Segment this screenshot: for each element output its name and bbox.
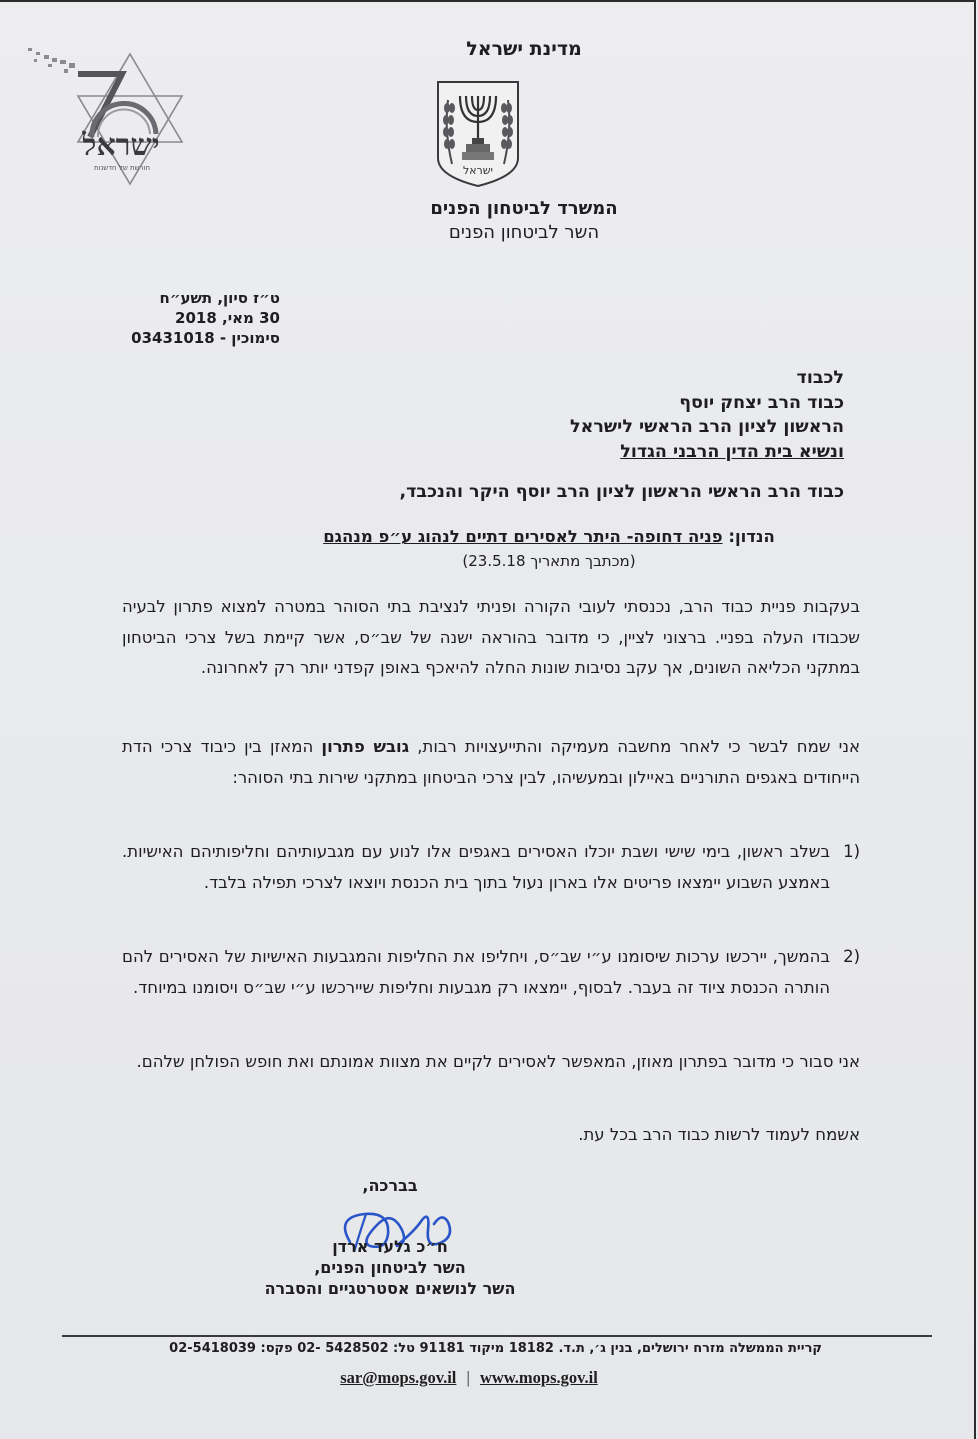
menorah-emblem-icon bbox=[434, 80, 522, 188]
list-item bbox=[122, 837, 860, 898]
signer-block bbox=[200, 1236, 580, 1299]
closing: בברכה, bbox=[362, 1176, 418, 1195]
svg-text:ישראל: ישראל bbox=[462, 164, 494, 177]
list-item-text: בשלב ראשון, בימי שישי ושבת יוכלו האסירים באגפים אלו לנוע עם מגבעותיהם וחליפותיהם האישיות. באמצע השבוע יימצאו פריטים אלו בארון נעול בתוך בית הכנסת ויוצאו לצרכי תפילה בלבד. bbox=[122, 842, 830, 892]
logo-word: ישראל bbox=[82, 128, 160, 163]
ministry-name: המשרד לביטחון הפנים bbox=[430, 198, 618, 219]
body-paragraph-1: בעקבות פניית כבוד הרב, נכנסתי לעובי הקורה ופניתי לנציבת בתי הסוהר במטרה למצוא פתרון לבעיה שכבודו העלה בפניי. ברצוני לציין, כי מדובר בהוראה ישנה של שב״ס, אשר קיימת בשל צרכי הביטחון במתקני הכליאה השונים, אך עקב נסיבות שונות החלה להיאכף באופן קפדני יותר רק לאחרונה. bbox=[122, 597, 860, 677]
email-link[interactable]: sar@mops.gov.il bbox=[340, 1368, 457, 1387]
body-paragraph-2 bbox=[122, 732, 860, 793]
addressee-line: לכבוד bbox=[796, 368, 844, 388]
subject-label: הנדון: bbox=[728, 527, 775, 546]
body-paragraph-4: אשמח לעמוד לרשות כבוד הרב בכל עת. bbox=[578, 1125, 860, 1144]
subject-text: פניה דחופה- היתר לאסירים דתיים לנהוג ע״פ מנהגם bbox=[323, 527, 723, 546]
signer-title: השר לנושאים אסטרטגיים והסברה bbox=[264, 1279, 516, 1298]
list-item bbox=[122, 942, 860, 1003]
addressee-line: כבוד הרב יצחק יוסף bbox=[679, 392, 844, 413]
state-emblem bbox=[434, 80, 522, 188]
gregorian-date: 30 מאי, 2018 bbox=[175, 309, 280, 327]
reference-number: סימוכין - 03431018 bbox=[131, 329, 280, 347]
subject-line bbox=[0, 527, 978, 546]
date-block bbox=[120, 288, 280, 348]
footer-links bbox=[0, 1368, 978, 1388]
link-separator: | bbox=[466, 1368, 470, 1387]
paragraph-text: המאזן בין כיבוד צרכי הדת הייחודים באגפים התורניים באיילון ובמעשיהו, לבין צרכי הביטחון במתקני שירות בתי הסוהר: bbox=[122, 737, 860, 787]
salutation: כבוד הרב הראשי הראשון לציון הרב יוסף היקר והנכבד, bbox=[399, 482, 844, 502]
list-item-text: בהמשך, יירכשו ערכות שיסומנו ע״י שב״ס, ויחליפו את החליפות והמגבעות האישיות של האסירים להם הותרה הכנסת ציוד זה בעבר. לבסוף, יימצאו רק מגבעות וחליפות שיירכשו ע״י שב״ס ויסומנו במיוחד. bbox=[122, 947, 830, 997]
footer-address: קריית הממשלה מזרח ירושלים, בנין ג׳, ת.ד. 18182 מיקוד 91181 טל: 5428502 -02 פקס: 02-5418039 bbox=[169, 1341, 822, 1356]
addressee-block bbox=[324, 366, 844, 464]
paragraph-text: אני שמח לבשר כי לאחר מחשבה מעמיקה והתייעצויות רבות, bbox=[409, 737, 860, 756]
signer-title: השר לביטחון הפנים, bbox=[314, 1258, 466, 1277]
emphasis-text: גובש פתרון bbox=[321, 737, 410, 756]
state-name: מדינת ישראל bbox=[466, 38, 582, 60]
website-link[interactable]: www.mops.gov.il bbox=[479, 1368, 598, 1387]
addressee-line: ונשיא בית הדין הרבני הגדול bbox=[620, 441, 844, 462]
list-item-number: (2 bbox=[843, 947, 860, 966]
subject-reference: (מכתבך מתאריך 23.5.18) bbox=[462, 552, 636, 570]
hebrew-date: ט״ז סיון, תשע״ח bbox=[159, 289, 280, 307]
israel-70-logo bbox=[22, 42, 197, 187]
list-item-number: (1 bbox=[843, 842, 860, 861]
addressee-line: הראשון לציון הרב הראשי לישראל bbox=[570, 417, 844, 437]
minister-title-header: השר לביטחון הפנים bbox=[448, 222, 600, 243]
signer-name: ח״כ גלעד ארדן bbox=[332, 1237, 448, 1256]
logo-tagline: חורשת של חדשנות bbox=[93, 164, 151, 172]
footer-divider bbox=[62, 1335, 932, 1337]
body-paragraph-3: אני סבור כי מדובר בפתרון מאוזן, המאפשר לאסירים לקיים את מצוות אמונתם ואת חופש הפולחן שלהם. bbox=[136, 1052, 860, 1071]
